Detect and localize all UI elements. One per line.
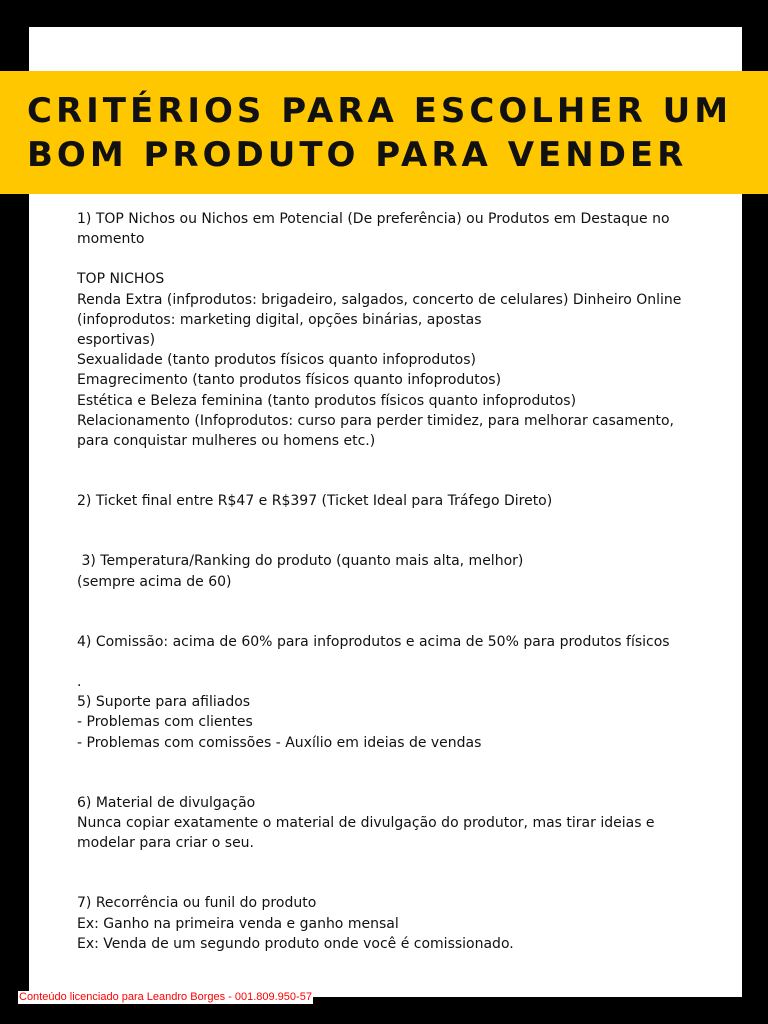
criterion-3 xyxy=(77,551,687,591)
text-line: Emagrecimento (tanto produtos físicos quanto infoprodutos) xyxy=(77,372,502,389)
text-line: esportivas) xyxy=(77,332,156,349)
criterion-6 xyxy=(77,793,687,854)
title-line-2: BOM PRODUTO PARA VENDER xyxy=(27,135,688,175)
criterion-7 xyxy=(77,893,687,954)
top-niches xyxy=(77,269,687,451)
text-line: 7) Recorrência ou funil do produto xyxy=(77,895,317,912)
text-line: para conquistar mulheres ou homens etc.) xyxy=(77,433,376,450)
criterion-1 xyxy=(77,209,687,249)
criterion-2 xyxy=(77,491,687,511)
text-line: - Problemas com comissões - Auxílio em ideias de vendas xyxy=(77,734,482,751)
text-line: Relacionamento (Infoprodutos: curso para perder timidez, para melhorar casamento, xyxy=(77,412,674,429)
text-line: Renda Extra (infprodutos: brigadeiro, salgados, concerto de celulares) Dinheiro Online xyxy=(77,291,682,308)
text-line: 4) Comissão: acima de 60% para infoprodutos e acima de 50% para produtos físicos xyxy=(77,633,670,650)
text-line: Sexualidade (tanto produtos físicos quanto infoprodutos) xyxy=(77,352,477,369)
text-line: - Problemas com clientes xyxy=(77,714,253,731)
license-watermark: Conteúdo licenciado para Leandro Borges - 001.809.950-57 xyxy=(19,991,312,1003)
document-body xyxy=(77,209,687,954)
text-line: 3) Temperatura/Ranking do produto (quanto mais alta, melhor) xyxy=(77,553,524,570)
text-line: Nunca copiar exatamente o material de divulgação do produtor, mas tirar ideias e xyxy=(77,815,655,832)
text-line: (infoprodutos: marketing digital, opções binárias, apostas xyxy=(77,311,482,328)
title-line-1: CRITÉRIOS PARA ESCOLHER UM xyxy=(27,91,733,131)
title-banner xyxy=(0,71,768,194)
text-line: 5) Suporte para afiliados xyxy=(77,694,251,711)
text-line: 2) Ticket final entre R$47 e R$397 (Ticket Ideal para Tráfego Direto) xyxy=(77,493,553,510)
criterion-5 xyxy=(77,672,687,753)
section-heading: TOP NICHOS xyxy=(77,271,165,288)
text-line: Ex: Ganho na primeira venda e ganho mensal xyxy=(77,915,399,932)
text-line: Estética e Beleza feminina (tanto produtos físicos quanto infoprodutos) xyxy=(77,392,577,409)
text-line: . xyxy=(77,674,82,691)
page-title xyxy=(27,89,732,177)
text-line: modelar para criar o seu. xyxy=(77,835,255,852)
criterion-4 xyxy=(77,632,687,652)
text-line: momento xyxy=(77,231,145,248)
text-line: (sempre acima de 60) xyxy=(77,573,232,590)
text-line: Ex: Venda de um segundo produto onde você é comissionado. xyxy=(77,935,514,952)
text-line: 1) TOP Nichos ou Nichos em Potencial (De preferência) ou Produtos em Destaque no xyxy=(77,211,670,227)
text-line: 6) Material de divulgação xyxy=(77,794,256,811)
